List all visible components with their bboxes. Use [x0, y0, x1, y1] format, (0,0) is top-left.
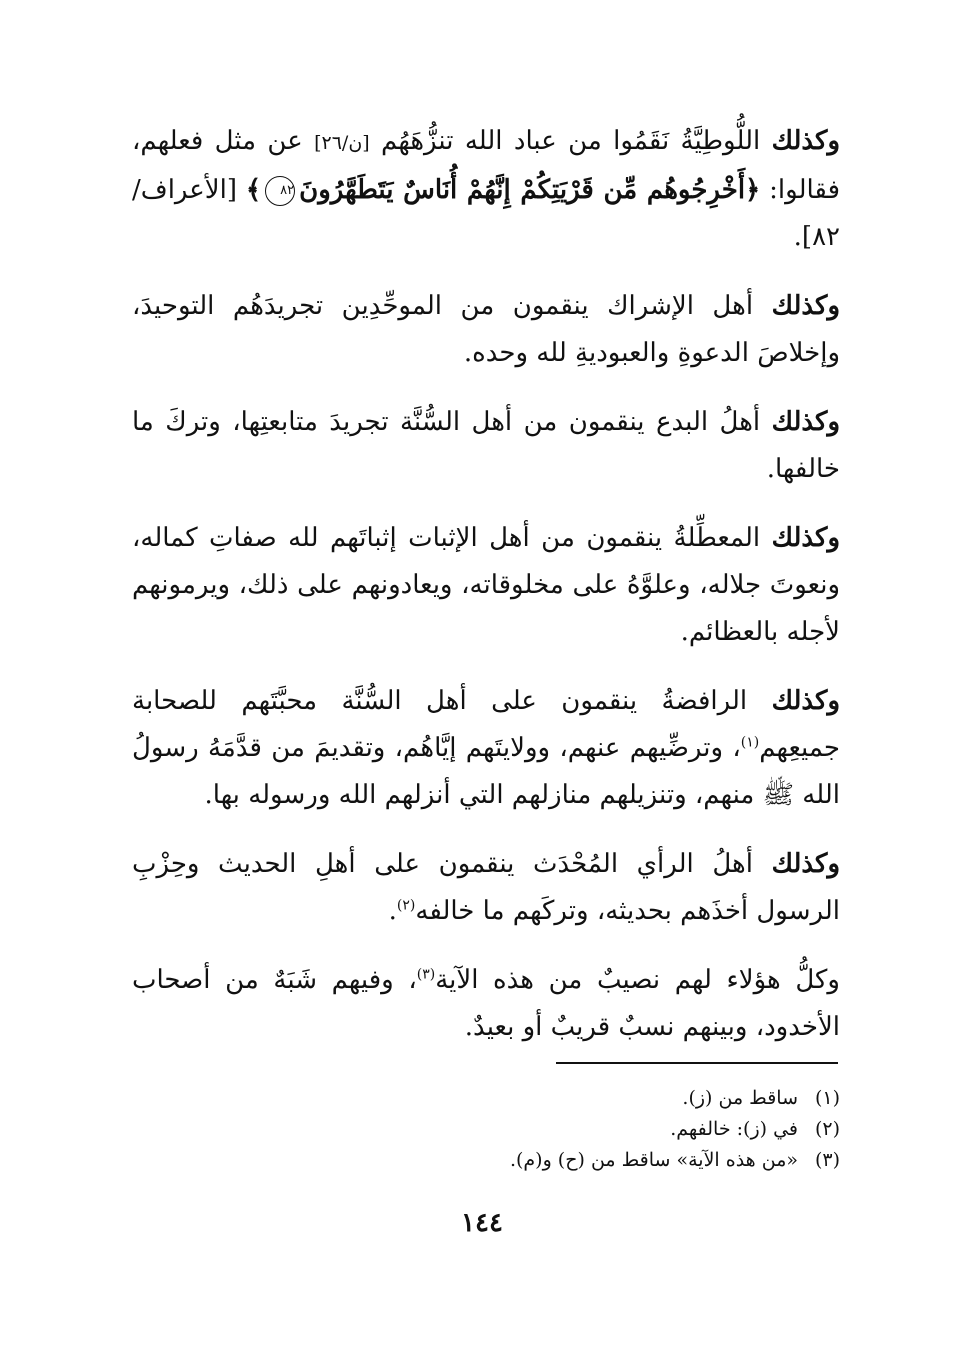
paragraph-lead: وكذلك [771, 407, 840, 437]
footnote-divider [556, 1062, 838, 1064]
footnote-item [300, 1145, 840, 1176]
paragraph-lead: وكذلك [771, 291, 840, 321]
footnote-item [300, 1083, 840, 1114]
paragraph-text: . [388, 896, 397, 926]
paragraph-text: اللُّوطِيَّةُ نَقَمُوا من عباد الله تنزُّهَهُم [369, 126, 772, 156]
footnote-number: (١) [814, 1087, 840, 1109]
footnote-text: ساقط من (ز). [682, 1087, 798, 1109]
quran-close-bracket: ﴾ [245, 175, 262, 205]
footnote-number: (٣) [814, 1149, 840, 1171]
verse-citation: [الأعراف/ ٨٢]. [132, 175, 840, 252]
footnotes [300, 1083, 840, 1176]
quran-verse: ﴿أَخْرِجُوهُم مِّن قَرْيَتِكُمْ إِنَّهُمْ أُنَاسٌ يَتَطَهَّرُونَ [299, 175, 761, 205]
paragraph-lead: وكذلك [771, 523, 840, 553]
paragraph-text: المعطِّلةُ ينقمون من أهل الإثبات إثباتَهم لله صفاتِ كماله، ونعوتَ جلاله، وعلوَّهُ على مخلوقاته، ويعادونهم على ذلك، ويرمونهم لأجله بالعظائم. [132, 523, 840, 647]
paragraph-text: أهلُ الرأي المُحْدَث ينقمون على أهلِ الحديث وحِزْبِ الرسول أخذَهم بحديثه، وتركَهم ما خالفه [132, 849, 840, 926]
main-text [132, 118, 840, 1073]
paragraph-6 [132, 841, 840, 935]
ayah-number-icon: ٨٢ [265, 176, 295, 206]
footnote-number: (٢) [814, 1118, 840, 1140]
footnote-marker[interactable]: (١) [740, 734, 760, 751]
paragraph-lead: وكذلك [771, 126, 840, 156]
paragraph-3 [132, 399, 840, 493]
paragraph-text: ، وترضِّيهم عنهم، وولايتَهم إيَّاهُم، وتقديمَ من قدَّمَهُ رسولُ الله ﷺ منهم، وتنزيلهم منازلهم التي أنزلهم الله ورسوله بها. [132, 733, 840, 810]
paragraph-text: الرافضةُ ينقمون على أهل السُّنَّة محبَّتَهم للصحابة جميعِهم [132, 686, 840, 763]
page-number: ١٤٤ [461, 1208, 503, 1238]
paragraph-lead: وكذلك [771, 849, 840, 879]
paragraph-1 [132, 118, 840, 261]
paragraph-2 [132, 283, 840, 377]
footnote-text: في (ز): خالفهم. [670, 1118, 798, 1140]
paragraph-text: أهل الإشراك ينقمون من الموحِّدِين تجريدَهُم التوحيدَ، وإخلاصَ الدعوةِ والعبوديةِ لله وحده. [132, 291, 840, 368]
paragraph-text: وكلُّ هؤلاء لهم نصيبٌ من هذه الآية [435, 965, 840, 995]
manuscript-reference: [ن/٢٦] [314, 132, 370, 154]
paragraph-7 [132, 957, 840, 1051]
paragraph-lead: وكذلك [771, 686, 840, 716]
footnote-marker[interactable]: (٢) [396, 897, 416, 914]
footnote-item [300, 1114, 840, 1145]
paragraph-4 [132, 515, 840, 656]
footnote-text: «من هذه الآية» ساقط من (ح) و(م). [509, 1149, 798, 1171]
paragraph-text: عن مثل فعلهم، فقالوا: [132, 126, 841, 205]
footnote-marker[interactable]: (٣) [416, 966, 436, 983]
paragraph-5 [132, 678, 840, 819]
paragraph-text: ، وفيهم شَبَهٌ من أصحاب الأخدود، وبينهم نسبٌ قريبٌ أو بعيدٌ. [132, 965, 840, 1042]
paragraph-text: أهلُ البدع ينقمون من أهل السُّنَّة تجريدَ متابعتِها، وتركَ ما خالفها. [132, 407, 840, 484]
